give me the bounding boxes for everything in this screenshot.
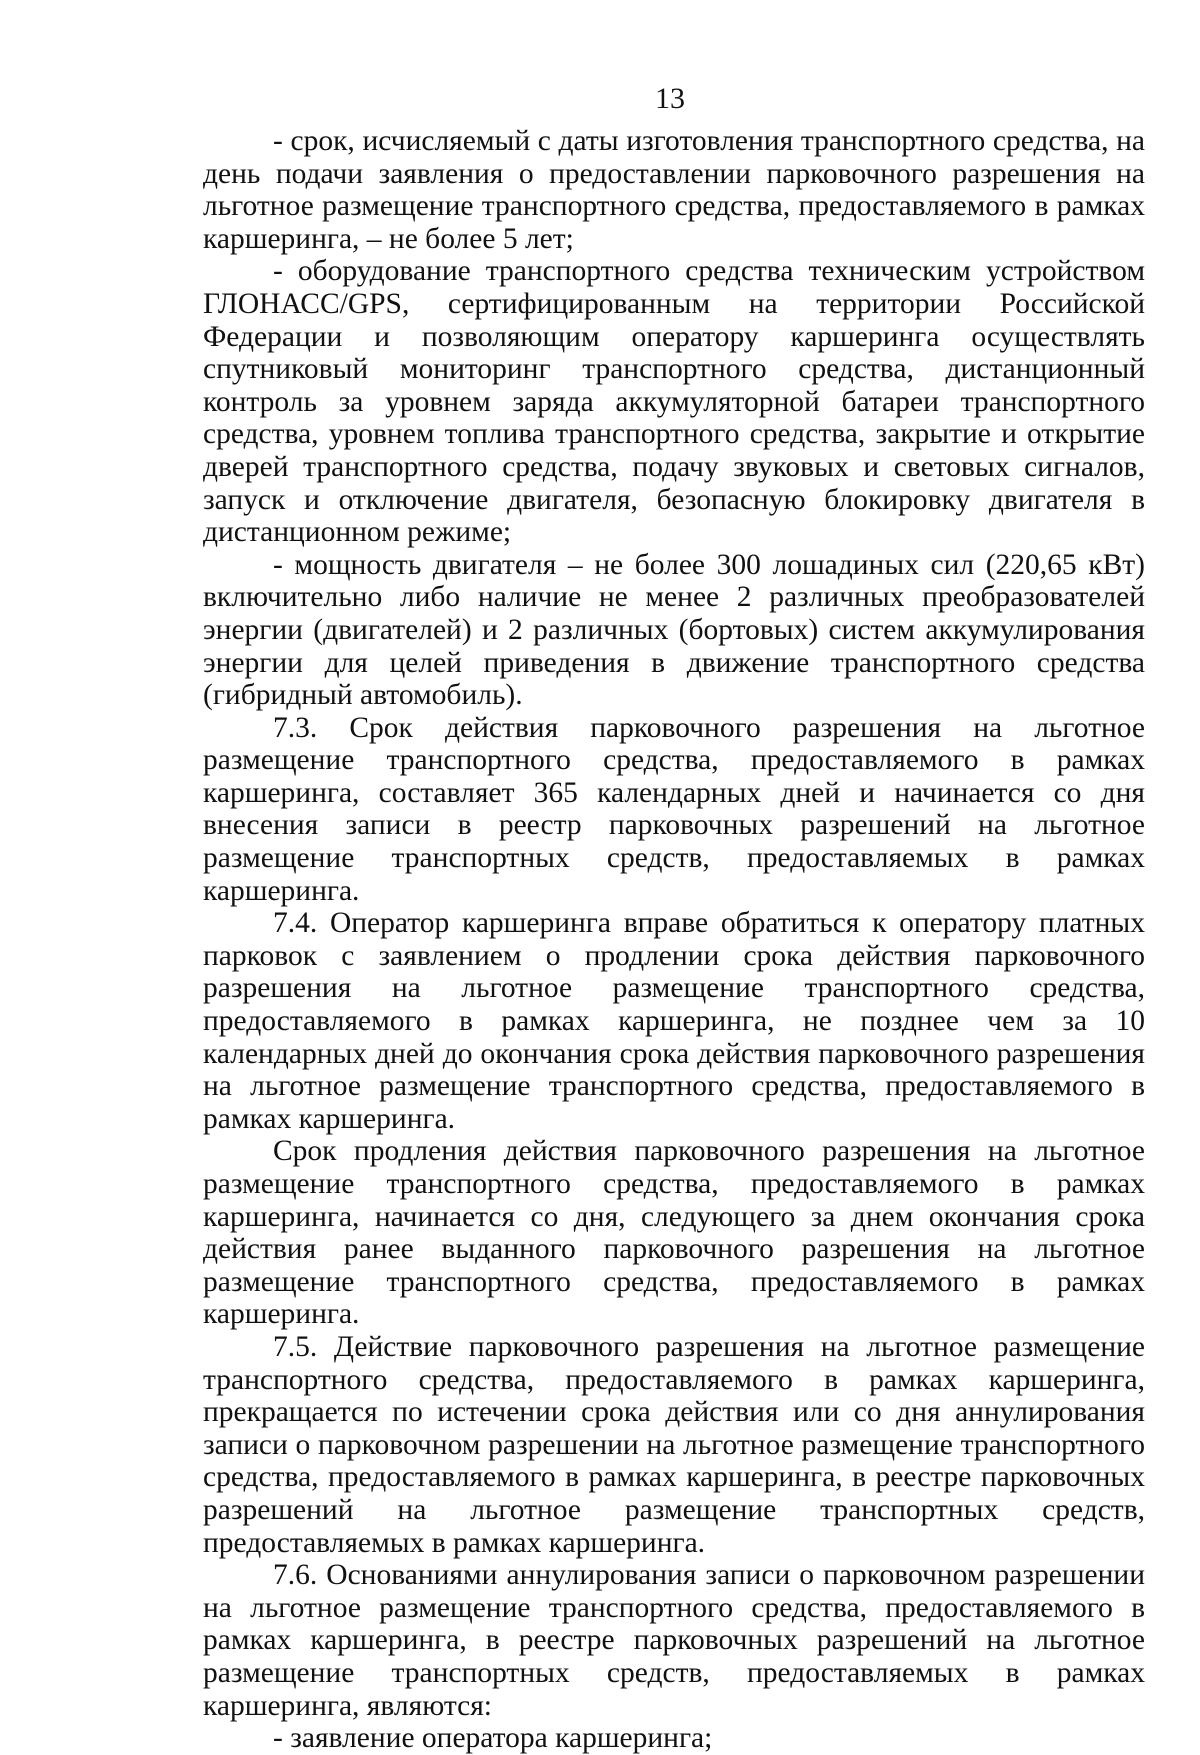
paragraph-7-4: 7.4. Оператор каршеринга вправе обратиться к оператору платных парковок с заявлением о продлении срока действия парковочного разрешения на льготное размещение транспортного средства, предоставляемого в рамках каршеринга, не позднее чем за 10 календарных дней до окончания срока действия парковочного разрешения на льготное размещение транспортного средства, предоставляемого в рамках каршеринга. <box>203 907 1145 1135</box>
paragraph-engine-power: - мощность двигателя – не более 300 лошадиных сил (220,65 кВт) включительно либо наличие не менее 2 различных преобразователей энергии (двигателей) и 2 различных (бортовых) систем аккумулирования энергии для целей приведения в движение транспортного средства (гибридный автомобиль). <box>203 548 1145 712</box>
paragraph-operator-application: - заявление оператора каршеринга; <box>273 1722 713 1755</box>
paragraph-extension-term: Срок продления действия парковочного разрешения на льготное размещение транспортного средства, предоставляемого в рамках каршеринга, начинается со дня, следующего за днем окончания срока действия ранее выданного парковочного разрешения на льготное размещение транспортного средства, предоставляемого в рамках каршеринга. <box>203 1135 1145 1331</box>
document-body <box>203 125 1145 1755</box>
paragraph-vehicle-age: - срок, исчисляемый с даты изготовления транспортного средства, на день подачи заявления о предоставлении парковочного разрешения на льготное размещение транспортного средства, предоставляемого в рамках каршеринга, – не более 5 лет; <box>203 125 1145 255</box>
paragraph-7-6: 7.6. Основаниями аннулирования записи о парковочном разрешении на льготное размещение транспортного средства, предоставляемого в рамках каршеринга, в реестре парковочных разрешений на льготное размещение транспортных средств, предоставляемых в рамках каршеринга, являются: <box>203 1559 1145 1722</box>
paragraph-7-5: 7.5. Действие парковочного разрешения на льготное размещение транспортного средства, предоставляемого в рамках каршеринга, прекращается по истечении срока действия или со дня аннулирования записи о парковочном разрешении на льготное размещение транспортного средства, предоставляемого в рамках каршеринга, в реестре парковочных разрешений на льготное размещение транспортных средств, предоставляемых в рамках каршеринга. <box>203 1330 1145 1559</box>
paragraph-glonass-equipment: - оборудование транспортного средства техническим устройством ГЛОНАСС/GPS, сертифицированным на территории Российской Федерации и позволяющим оператору каршеринга осуществлять спутниковый мониторинг транспортного средства, дистанционный контроль за уровнем заряда аккумуляторной батареи транспортного средства, уровнем топлива транспортного средства, закрытие и открытие дверей транспортного средства, подачу звуковых и световых сигналов, запуск и отключение двигателя, безопасную блокировку двигателя в дистанционном режиме; <box>203 255 1145 549</box>
paragraph-7-3: 7.3. Срок действия парковочного разрешения на льготное размещение транспортного средства, предоставляемого в рамках каршеринга, составляет 365 календарных дней и начинается со дня внесения записи в реестр парковочных разрешений на льготное размещение транспортных средств, предоставляемых в рамках каршеринга. <box>203 711 1145 907</box>
page-number: 13 <box>655 82 685 115</box>
